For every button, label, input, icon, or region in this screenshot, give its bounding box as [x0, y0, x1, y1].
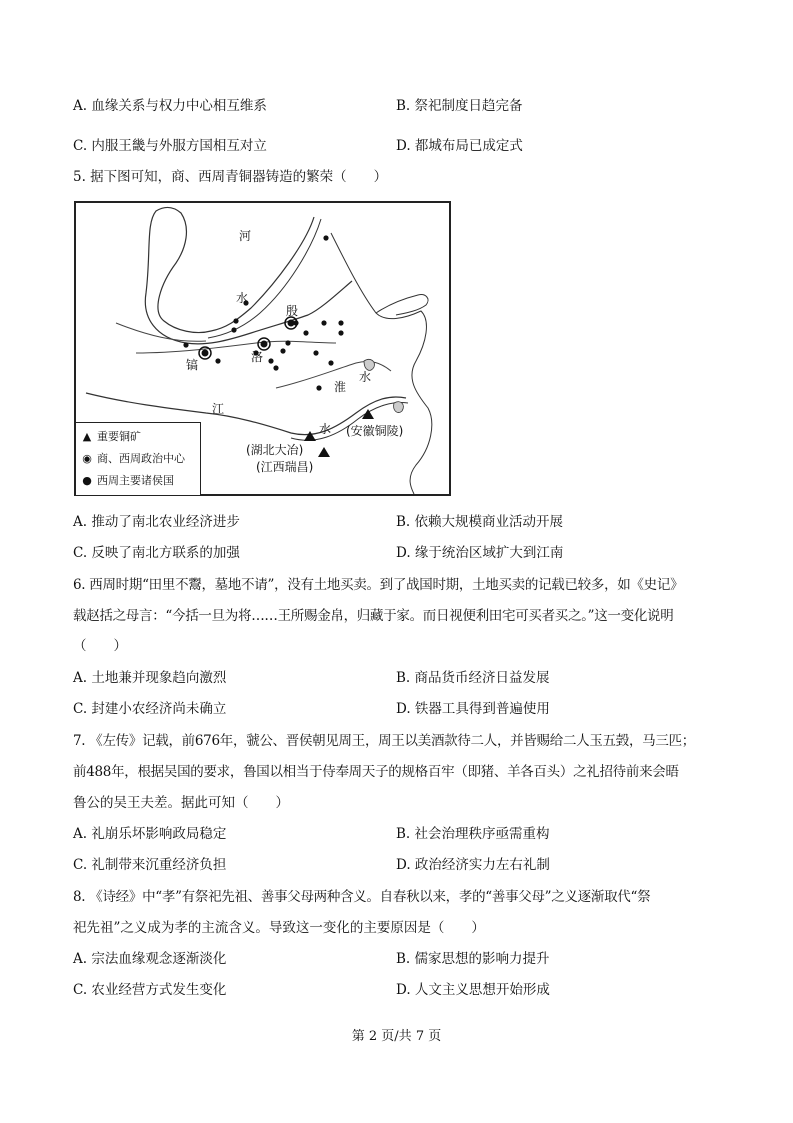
label-shui-3: 水	[319, 422, 332, 436]
q7-option-b[interactable]: B. 社会治理秩序亟需重构	[396, 826, 550, 842]
dot-icon: ●	[82, 474, 92, 487]
lake-2	[394, 402, 404, 413]
lake	[364, 359, 374, 370]
q6-options-row-1	[73, 668, 723, 688]
q6-stem-line-3: （ ）	[73, 638, 127, 654]
capital-luo	[258, 338, 270, 350]
q5-options-row-2	[73, 543, 723, 563]
yellow-river-bank	[208, 219, 321, 338]
legend-capital: ◉ 商、西周政治中心	[80, 450, 185, 468]
luo-river	[136, 341, 336, 353]
vassal-dots	[183, 235, 343, 390]
coastline	[331, 233, 432, 494]
q7-option-d[interactable]: D. 政治经济实力左右礼制	[396, 857, 550, 873]
label-huai: 淮	[334, 380, 347, 394]
q7-stem-line-2: 前488年，根据吴国的要求，鲁国以相当于侍奉周天子的规格百牢（即猪、羊各百头）之礼招待前来会晤	[73, 764, 679, 780]
q4-option-d[interactable]: D. 都城布局已成定式	[396, 138, 523, 154]
label-shui-2: 水	[359, 370, 372, 384]
bullseye-icon: ◉	[82, 452, 92, 465]
q6-option-b[interactable]: B. 商品货币经济日益发展	[396, 670, 550, 686]
q8-stem-line-1: 8. 《诗经》中“孝”有祭祀先祖、善事父母两种含义。自春秋以来，孝的“善事父母”之义逐渐取代“祭	[73, 889, 651, 905]
label-hao: 镐	[186, 358, 199, 372]
q8-options-row-1	[73, 949, 723, 969]
label-jiang: 江	[212, 402, 225, 416]
q5-options-row-1	[73, 512, 723, 532]
q6-options-row-2	[73, 699, 723, 719]
q5-option-a[interactable]: A. 推动了南北农业经济进步	[73, 514, 240, 530]
copper-hubei	[304, 431, 316, 441]
q4-option-b[interactable]: B. 祭祀制度日趋完备	[396, 98, 523, 114]
label-yin: 殷	[286, 304, 299, 318]
q6-option-d[interactable]: D. 铁器工具得到普遍使用	[396, 701, 550, 717]
q7-options-row-1	[73, 824, 723, 844]
q8-stem-line-2: 祀先祖”之义成为孝的主流含义。导致这一变化的主要原因是（ ）	[73, 920, 485, 936]
q5-option-c[interactable]: C. 反映了南北方联系的加强	[73, 545, 240, 561]
label-anhui: (安徽铜陵)	[346, 424, 404, 438]
label-shui-1: 水	[236, 291, 249, 305]
label-hubei: (湖北大冶)	[246, 443, 304, 457]
q8-option-d[interactable]: D. 人文主义思想开始形成	[396, 982, 550, 998]
q5-option-b[interactable]: B. 依赖大规模商业活动开展	[396, 514, 564, 530]
q7-stem-line-3: 鲁公的吴王夫差。据此可知（ ）	[73, 795, 289, 811]
q7-option-c[interactable]: C. 礼制带来沉重经济负担	[73, 857, 227, 873]
q6-option-c[interactable]: C. 封建小农经济尚未确立	[73, 701, 227, 717]
q4-option-a[interactable]: A. 血缘关系与权力中心相互维系	[73, 98, 267, 114]
label-jiangxi: (江西瑞昌)	[256, 460, 314, 474]
map-legend	[76, 422, 201, 495]
q6-stem-line-1: 6. 西周时期“田里不鬻，墓地不请”，没有土地买卖。到了战国时期，土地买卖的记载已较多，如《史记》	[73, 577, 684, 593]
q4-options-row-2	[73, 136, 723, 156]
triangle-icon: ▲	[82, 430, 92, 443]
q6-option-a[interactable]: A. 土地兼并现象趋向激烈	[73, 670, 227, 686]
q7-option-a[interactable]: A. 礼崩乐坏影响政局稳定	[73, 826, 227, 842]
label-he: 河	[239, 229, 252, 243]
copper-anhui	[362, 409, 374, 419]
yellow-river	[145, 207, 352, 344]
page-footer: 第 2 页/共 7 页	[351, 1029, 442, 1044]
q4-option-c[interactable]: C. 内服王畿与外服方国相互对立	[73, 138, 267, 154]
q6-stem-line-2: 载赵括之母言：“今括一旦为将……王所赐金帛，归藏于家。而日视便利田宅可买者买之。”这一变化说明	[73, 608, 674, 624]
q5-map	[74, 201, 451, 496]
label-luo: 洛	[251, 350, 264, 364]
q4-options-row-1	[73, 96, 723, 116]
q5-stem: 5. 据下图可知，商、西周青铜器铸造的繁荣（ ）	[73, 169, 388, 185]
q7-options-row-2	[73, 855, 723, 875]
q8-options-row-2	[73, 980, 723, 1000]
peninsula	[376, 295, 428, 315]
legend-vassal: ● 西周主要诸侯国	[80, 472, 174, 490]
q8-option-b[interactable]: B. 儒家思想的影响力提升	[396, 951, 550, 967]
legend-copper: ▲ 重要铜矿	[80, 428, 141, 446]
q8-option-a[interactable]: A. 宗法血缘观念逐渐淡化	[73, 951, 227, 967]
copper-jiangxi	[318, 447, 330, 457]
q5-option-d[interactable]: D. 缘于统治区域扩大到江南	[396, 545, 564, 561]
q8-option-c[interactable]: C. 农业经营方式发生变化	[73, 982, 227, 998]
q7-stem-line-1: 7. 《左传》记载，前676年，虢公、晋侯朝见周王，周王以美酒款待二人，并皆赐给二人玉五瑴，马三匹；	[73, 733, 695, 749]
